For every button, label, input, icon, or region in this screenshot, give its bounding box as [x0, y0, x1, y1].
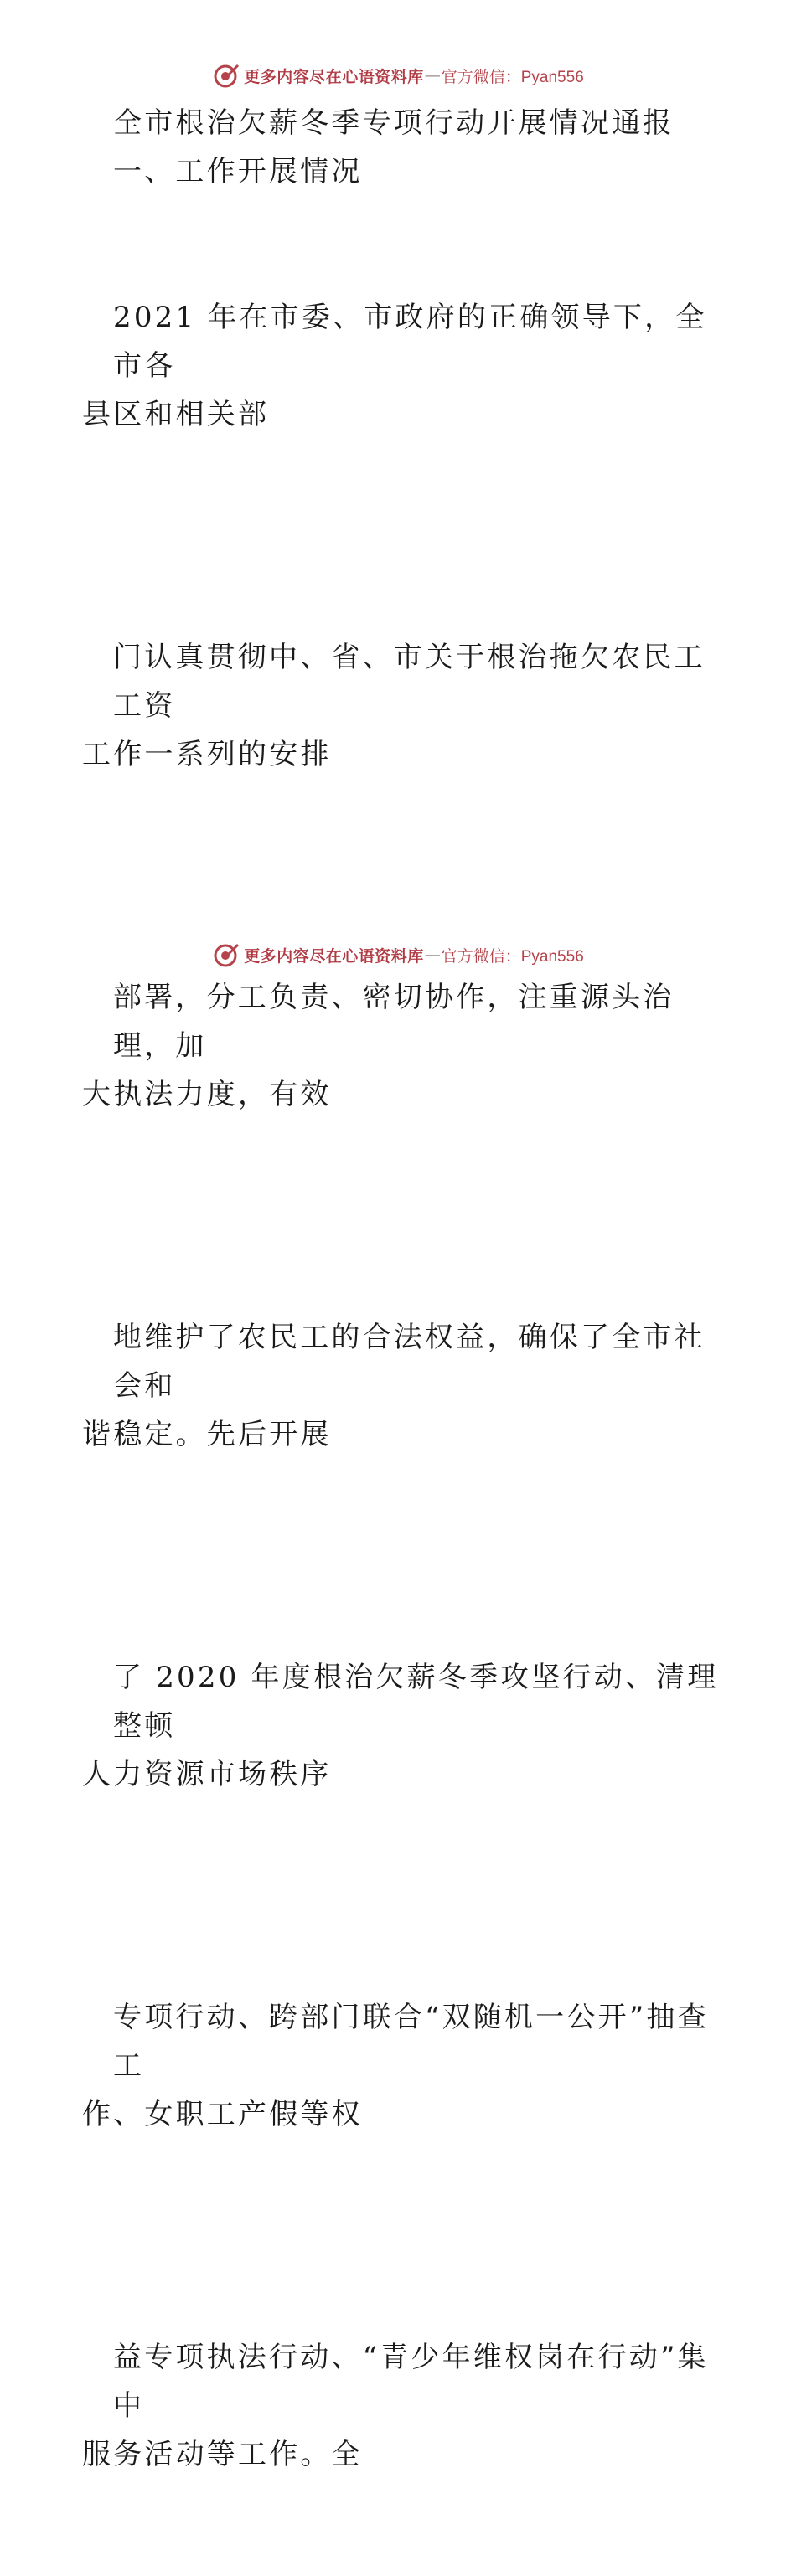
paragraph [82, 1216, 727, 1556]
watermark-left-text: 更多内容尽在心语资料库 [244, 946, 424, 966]
paragraph-line: 了 2020 年度根治欠薪冬季攻坚行动、清理整顿 [113, 1661, 719, 1743]
paragraph-line: 专项行动、跨部门联合“双随机一公开”抽查工 [113, 2001, 709, 2083]
paragraph-line: 作、女职工产假等权 [82, 2098, 363, 2131]
paragraph-line: 县区和相关部 [82, 398, 270, 431]
pen-logo-icon [212, 940, 240, 969]
paragraph-line: 人力资源市场秩序 [82, 1758, 332, 1791]
pen-logo-icon [212, 61, 240, 90]
paragraph [82, 536, 727, 876]
paragraph [82, 876, 727, 1216]
paragraph-line: 工作一系列的安排 [82, 738, 332, 771]
watermark-left-text: 更多内容尽在心语资料库 [244, 67, 424, 86]
section-heading: 一、工作开展情况 [113, 155, 363, 188]
watermark-separator: — [424, 66, 441, 85]
paragraph [82, 1896, 727, 2236]
header-watermark [0, 59, 796, 92]
paragraph-line: 部署，分工负责、密切协作，注重源头治理，加 [113, 981, 675, 1063]
watermark-right-text: 官方微信：Pyan556 [441, 947, 584, 966]
paragraph-line: 服务活动等工作。全 [82, 2438, 363, 2471]
paragraph-line: 谐稳定。先后开展 [82, 1418, 332, 1451]
paragraph-line: 地维护了农民工的合法权益，确保了全市社会和 [113, 1321, 706, 1403]
document-title: 全市根治欠薪冬季专项行动开展情况通报 [113, 106, 675, 140]
paragraph-line: 门认真贯彻中、省、市关于根治拖欠农民工工资 [113, 641, 706, 723]
paragraph-line: 大执法力度，有效 [82, 1078, 332, 1111]
paragraph-line: 2021 年在市委、市政府的正确领导下，全市各 [113, 301, 707, 383]
paragraph [82, 2236, 727, 2576]
watermark-separator: — [424, 945, 441, 964]
paragraph [82, 1556, 727, 1896]
document-body [82, 99, 727, 2576]
paragraph-line: 益专项执法行动、“青少年维权岗在行动”集中 [113, 2341, 709, 2423]
watermark-right-text: 官方微信：Pyan556 [441, 68, 584, 86]
footer-watermark [0, 938, 796, 971]
paragraph [82, 196, 727, 536]
